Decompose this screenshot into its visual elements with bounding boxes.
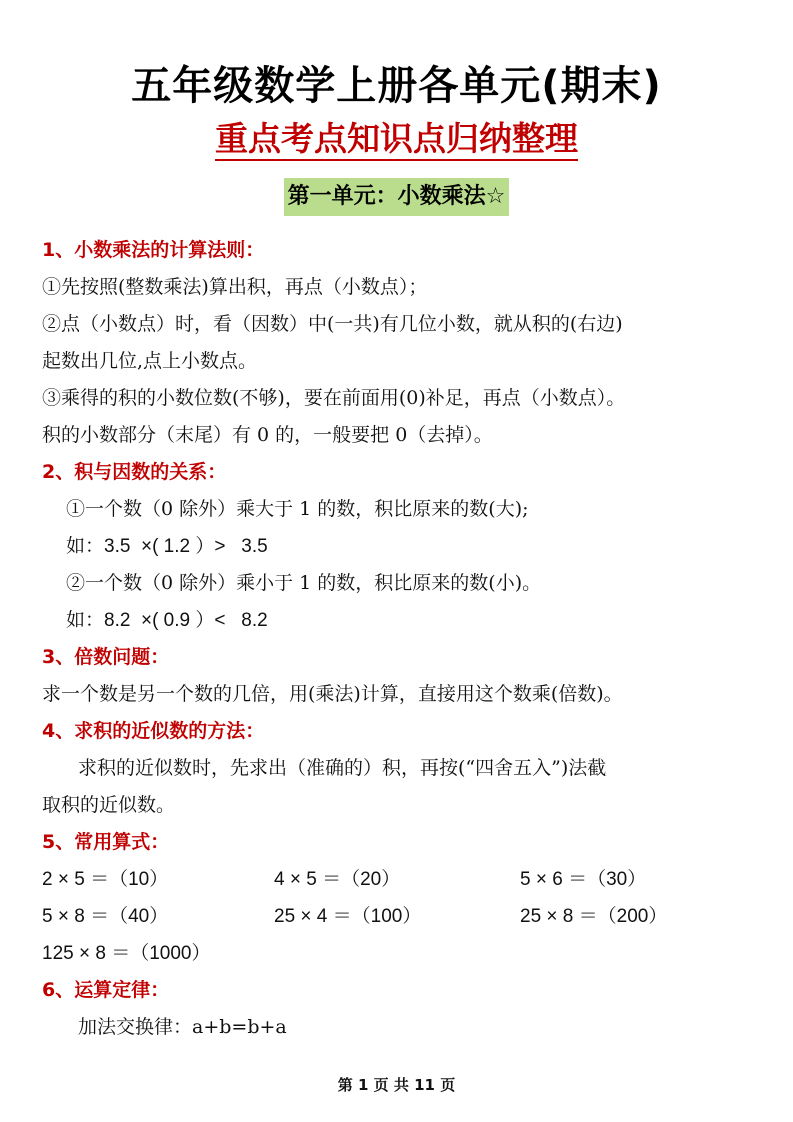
- section-3-line-1: 求一个数是另一个数的几倍，用(乘法)计算，直接用这个数乘(倍数)。: [42, 683, 623, 705]
- formula-item: 25 × 4 ＝（100）: [274, 906, 422, 927]
- section-4-line-2: 取积的近似数。: [42, 794, 176, 816]
- section-1-line-3: 起数出几位,点上小数点。: [42, 350, 258, 372]
- page-footer: 第 1 页 共 11 页: [337, 1076, 456, 1094]
- unit-label-wrap: [0, 178, 793, 216]
- section-1-line-5: 积的小数部分（末尾）有 0 的，一般要把 0（去掉）。: [42, 424, 493, 446]
- formula-item: 4 × 5 ＝（20）: [274, 869, 401, 890]
- section-2-heading: 2、积与因数的关系：: [42, 461, 227, 483]
- section-5-heading: 5、常用算式：: [42, 831, 170, 853]
- formula-row: [42, 861, 758, 898]
- section-4-heading: 4、求积的近似数的方法：: [42, 720, 265, 742]
- section-1-line-1: ①先按照(整数乘法)算出积，再点（小数点）；: [42, 276, 428, 298]
- section-1-heading: 1、小数乘法的计算法则：: [42, 239, 265, 261]
- formula-row: [42, 935, 758, 972]
- formula-item: 25 × 8 ＝（200）: [520, 906, 668, 927]
- section-2-line-2: ②一个数（0 除外）乘小于 1 的数，积比原来的数(小)。: [66, 572, 542, 594]
- section-1-line-4: ③乘得的积的小数位数(不够)，要在前面用(0)补足，再点（小数点）。: [42, 387, 626, 409]
- section-6-line-1: 加法交换律：a+b=b+a: [78, 1016, 287, 1038]
- section-2-example-1: 如：3.5 ×( 1.2 ）> 3.5: [66, 536, 268, 557]
- unit-label: 第一单元：小数乘法☆: [284, 178, 510, 216]
- page-subtitle: [0, 116, 793, 162]
- section-3-heading: 3、倍数问题：: [42, 646, 170, 668]
- formula-item: 5 × 6 ＝（30）: [520, 869, 647, 890]
- section-6-heading: 6、运算定律：: [42, 979, 170, 1001]
- page-title: 五年级数学上册各单元(期末): [131, 63, 662, 109]
- formula-item: 2 × 5 ＝（10）: [42, 869, 169, 890]
- section-4-line-1: 求积的近似数时，先求出（准确的）积，再按(“四舍五入”)法截: [78, 757, 607, 779]
- section-2-line-1: ①一个数（0 除外）乘大于 1 的数，积比原来的数(大);: [66, 498, 529, 520]
- document-body: [42, 232, 758, 1046]
- section-1-line-2: ②点（小数点）时，看（因数）中(一共)有几位小数，就从积的(右边): [42, 313, 623, 335]
- page-subtitle-text: 重点考点知识点归纳整理: [215, 119, 578, 161]
- formula-item: 125 × 8 ＝（1000）: [42, 943, 211, 964]
- formula-row: [42, 898, 758, 935]
- formula-item: 5 × 8 ＝（40）: [42, 906, 169, 927]
- section-2-example-2: 如：8.2 ×( 0.9 ）< 8.2: [66, 610, 268, 631]
